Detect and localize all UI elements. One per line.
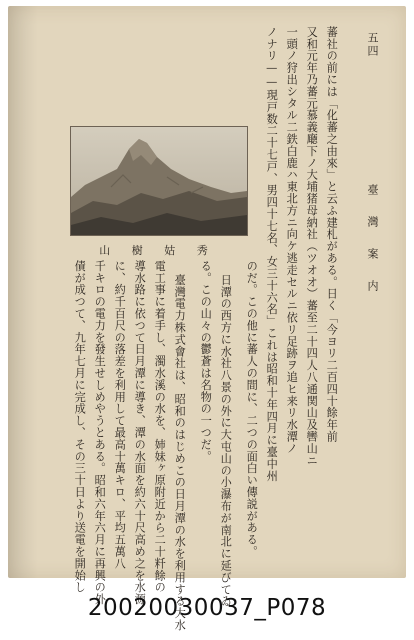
body-column-2: 又和元年乃蕃元慕義廰下ノ大埔猪母納社（ツオオ）蕃至二十四人八通関山及轡山ニ: [305, 26, 319, 467]
body-column-13: 債が成つて、九年七月に完成し、その三十日より送電を開始し: [73, 260, 87, 594]
body-column-6: 日潭の西方に水社八景の外に大屯山の小瀑布が南北に延びてゐ: [219, 274, 233, 608]
body-column-12: 千キロの電力を發生せしめやうとある。昭和六年六月に再興の外: [93, 260, 107, 606]
body-column-1: 蕃社の前には「化蕃之由來」と云ふ建札がある。日く「今ヨリ二百四十餘年前: [325, 26, 339, 443]
body-column-5: のだ。この他に蕃人の間に、二つの面白い傳説がある。: [245, 260, 259, 558]
page-number: 五四: [366, 32, 379, 58]
body-column-7: る。この山々の鬱蒼は名物の一つだ。: [199, 260, 213, 463]
body-column-4: ノナリ——現戸数二十七戸、男四十七名、女三十六名」これは昭和十年四月に臺中州: [265, 26, 279, 482]
body-column-9: 電工事に着手し、濁水溪の水を、姉妹ヶ原附近から二十粁餘の: [153, 260, 167, 594]
body-column-10: 導水路に依つて日月潭に導き、潭の水面を約六十尺高め之を水源: [133, 260, 147, 606]
mountain-photo: [70, 126, 248, 236]
image-identifier: 20020030037_P078: [87, 595, 327, 621]
body-column-8: 臺灣電力株式會社は、昭和のはじめこの日月潭の水を利用する大水: [173, 274, 187, 631]
body-column-3: 一頭ノ狩出シタル二鉄白鹿ハ東北方ニ向ケ逃走セルニ依リ足跡ヲ追ヒ来リ水潭ノ: [285, 26, 299, 455]
photo-caption: 山 樹 姑 秀: [99, 244, 217, 257]
body-column-11: に、約千百尺の落差を利用して最高十萬キロ、平均五萬八: [113, 260, 127, 570]
running-title: 臺 灣 案 内: [366, 184, 379, 295]
